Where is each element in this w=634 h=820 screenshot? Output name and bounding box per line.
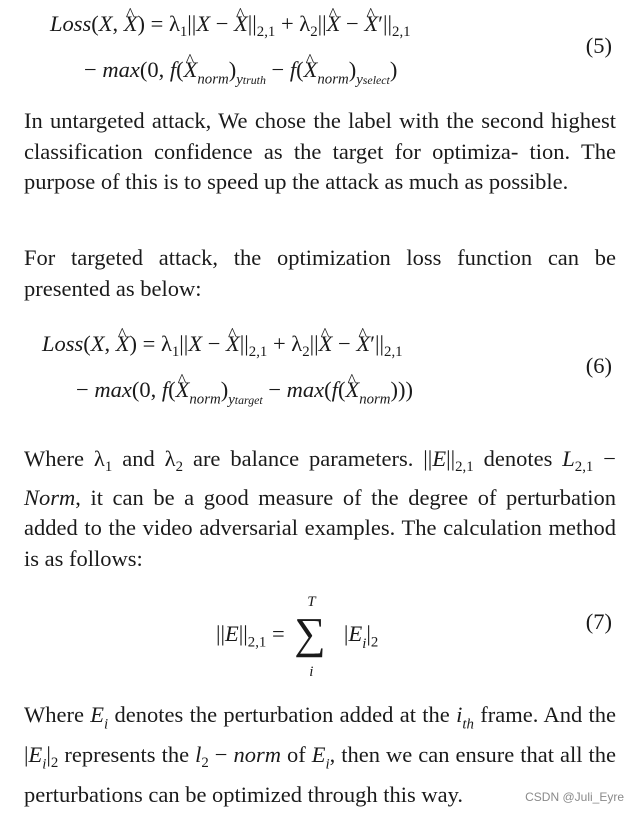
watermark: CSDN @Juli_Eyre: [525, 790, 624, 804]
paragraph-balance-parameters: Where $\lambda_1$ and $\lambda_2$ are balance parameters. $||E||_{2,1}$ denotes $L_{2,1}$ − Norm, it can be a good measure of the degree of perturbation added to the video adversarial examples. The calculation method is as follows:: [24, 446, 617, 571]
paragraph-perturbation-norm: Where $E_i$ denotes the perturbation added at the $i_{th}$ frame. And the $|E_i|_2$ represents the $l_2$ − norm of $E_i$, then we can ensure that all the perturbations can be optimized through this way.: [24, 702, 617, 808]
equation-7-body: $||E||_{2,1}$ = T ∑ i $|E_i|_2$: [216, 594, 379, 680]
summation-icon: T ∑ i: [294, 594, 326, 680]
paragraph-untargeted: In untargeted attack, We chose the label with the second highest classification confidence as the target for optimiza- tion. The purpose of this is to speed up the attack as much as possible.: [24, 108, 616, 194]
paragraph-targeted: For targeted attack, the optimization loss function can be presented as below:: [24, 245, 616, 301]
equation-6: [0, 328, 634, 410]
equation-7-number: (7): [585, 609, 612, 634]
equation-6-line-1: Loss(X, ^ $X) = \lambda_1||X$ − ^ $X||_{2,1}$ + $\lambda_2||\^{}$ X − ^ $X'||_{2,1}$: [42, 330, 403, 366]
equation-5-line-1: Loss(X, ^ $X) = \lambda_1||X$ − ^ $X||_{2,1}$ + $\lambda_2||\^{}$ X − ^ $X'||_{2,1}$: [50, 10, 411, 46]
equation-6-line-2: − max(0, f(^ $X_{norm})_{ytarget}$ − max(f(^ $X_{norm}$))): [76, 376, 413, 414]
equation-5-line-2: − max(0, f(^ $X_{norm})_{ytruth}$ − f(^ $X_{norm})_{yselect}$): [84, 56, 397, 94]
equation-7: [0, 592, 634, 680]
equation-6-number: (6): [585, 353, 612, 378]
equation-5-number: (5): [585, 33, 612, 58]
equation-5: [0, 8, 634, 90]
